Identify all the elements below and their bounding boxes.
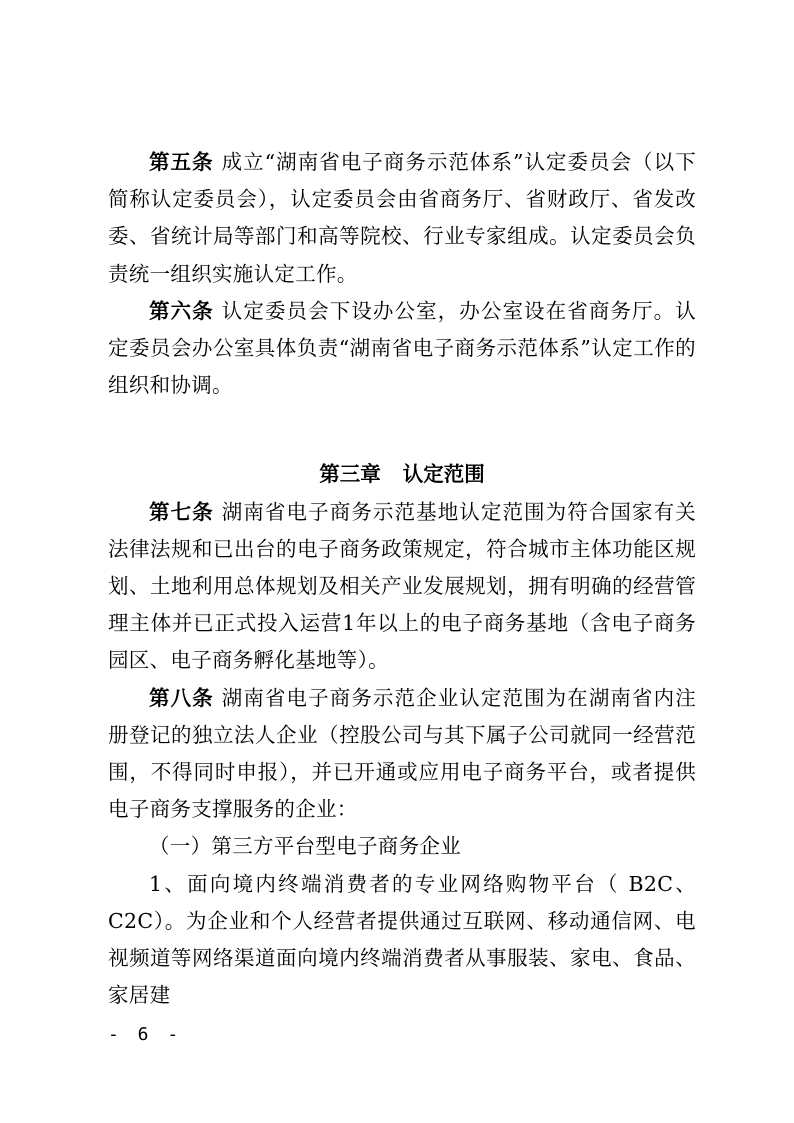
item-1: 1、面向境内终端消费者的专业网络购物平台（ B2C、C2C）。为企业和个人经营者提供通过互联网、移动通信网、电视频道等网络渠道面向境内终端消费者从事服装、家电、食品、家居建	[108, 871, 696, 1008]
page-number: - 6 -	[108, 1024, 183, 1045]
article-6	[108, 293, 696, 405]
article-8-label: 第八条	[149, 685, 214, 710]
article-7-label: 第七条	[149, 499, 214, 524]
document-body	[108, 144, 696, 1014]
subsection-1: （一）第三方平台型电子商务企业	[149, 834, 461, 859]
chapter-number: 第三章	[319, 462, 381, 487]
chapter-title: 认定范围	[402, 462, 485, 487]
chapter-heading	[108, 456, 696, 493]
article-7	[108, 494, 696, 680]
article-5	[108, 144, 696, 293]
article-5-label: 第五条	[149, 150, 214, 174]
article-5-text: 成立“湖南省电子商务示范体系”认定委员会（以下简称认定委员会），认定委员会由省商务厅、省财政厅、省发改委、省统计局等部门和高等院校、行业专家组成。认定委员会负责统一组织实施认定工作。	[108, 150, 696, 286]
article-8	[108, 680, 696, 829]
article-7-text: 湖南省电子商务示范基地认定范围为符合国家有关法律法规和已出台的电子商务政策规定，符合城市主体功能区规划、土地利用总体规划及相关产业发展规划，拥有明确的经营管理主体并已正式投入运营1年以上的电子商务基地（含电子商务园区、电子商务孵化基地等）。	[108, 499, 696, 673]
article-6-label: 第六条	[149, 298, 214, 323]
article-8-text: 湖南省电子商务示范企业认定范围为在湖南省内注册登记的独立法人企业（控股公司与其下属子公司就同一经营范围，不得同时申报），并已开通或应用电子商务平台，或者提供电子商务支撑服务的企业：	[108, 685, 696, 822]
article-6-text: 认定委员会下设办公室，办公室设在省商务厅。认定委员会办公室具体负责“湖南省电子商务示范体系”认定工作的组织和协调。	[108, 298, 696, 398]
